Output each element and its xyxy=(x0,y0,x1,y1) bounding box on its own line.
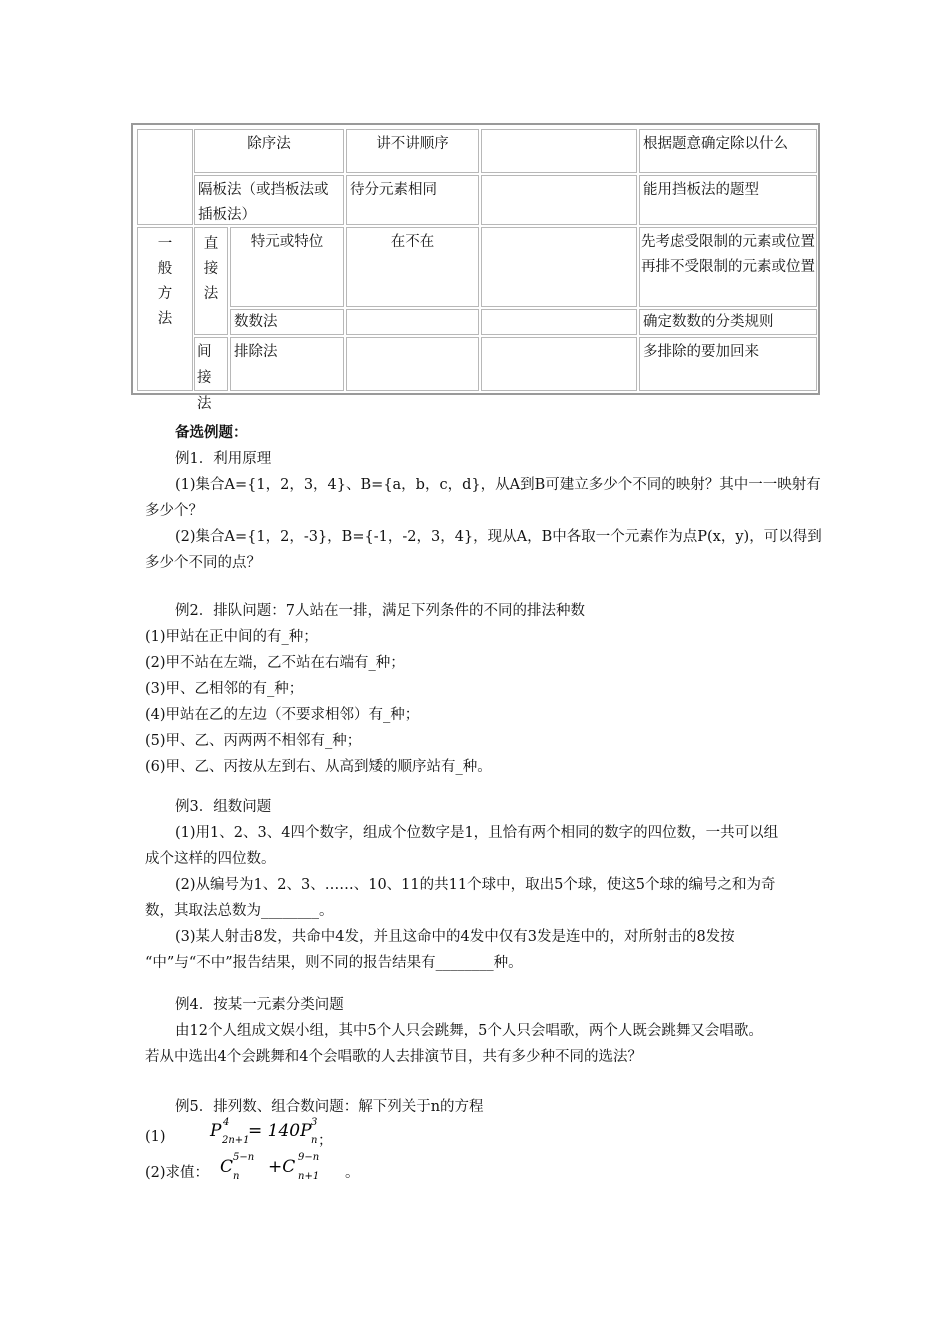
example-2-item: (5)甲、乙、丙两两不相邻有_种； xyxy=(145,733,362,749)
cell-empty xyxy=(346,309,479,335)
example-2-item: (3)甲、乙相邻的有_种； xyxy=(145,681,304,697)
example-1-title: 例1．利用原理 xyxy=(175,451,272,467)
example-3-q1: (1)用1、2、3、4四个数字，组成个位数字是1，且恰有两个相同的数字的四位数，一共可以组 xyxy=(175,825,779,841)
section-title: 备选例题： xyxy=(175,424,248,441)
example-4-title: 例4．按某一元素分类问题 xyxy=(175,997,344,1013)
cell-empty xyxy=(346,337,479,391)
indirect-method-label: 间接法 xyxy=(194,337,228,391)
cell-note-shushu: 确定数数的分类规则 xyxy=(639,309,817,335)
cell-empty xyxy=(481,175,637,225)
cell-empty xyxy=(481,129,637,173)
cell-note-chuxu: 根据题意确定除以什么 xyxy=(639,129,817,173)
example-5-item2-label: (2)求值： xyxy=(145,1165,210,1181)
cell-method-teyuan: 特元或特位 xyxy=(230,227,344,307)
example-1-q2-cont: 多少个不同的点？ xyxy=(145,555,261,571)
example-3-q2: (2)从编号为1、2、3、……、10、11的共11个球中，取出5个球，使这5个球的编号之和为奇 xyxy=(175,877,776,893)
svg-text:5−n: 5−n xyxy=(233,1152,255,1163)
cell-empty xyxy=(481,337,637,391)
example-2-item: (1)甲站在正中间的有_种； xyxy=(145,629,318,645)
svg-text:+C: +C xyxy=(268,1157,296,1177)
example-3-title: 例3．组数问题 xyxy=(175,799,272,815)
cell-method-chuxu: 除序法 xyxy=(194,129,344,173)
example-4-text-cont: 若从中选出4个会跳舞和4个会唱歌的人去排演节目，共有多少种不同的选法？ xyxy=(145,1049,642,1065)
methods-table xyxy=(131,123,820,412)
cell-method-shushu: 数数法 xyxy=(230,309,344,335)
example-5-item1-end: ； xyxy=(318,1133,333,1149)
cell-order-geban: 待分元素相同 xyxy=(346,175,479,225)
example-2-item: (4)甲站在乙的左边（不要求相邻）有_种； xyxy=(145,707,420,723)
example-2-item: (2)甲不站在左端，乙不站在右端有_种； xyxy=(145,655,405,671)
combination-expression xyxy=(218,1148,340,1184)
example-2-title: 例2．排队问题：7人站在一排，满足下列条件的不同的排法种数 xyxy=(175,603,585,619)
permutation-equation xyxy=(208,1112,328,1148)
example-3-q2-cont: 数，其取法总数为________。 xyxy=(145,903,334,919)
svg-text:n: n xyxy=(311,1135,318,1146)
svg-text:9−n: 9−n xyxy=(298,1152,320,1163)
direct-method-label: 直 接 法 xyxy=(194,227,228,335)
example-1-q1-cont: 多少个？ xyxy=(145,503,203,519)
svg-text:n+1: n+1 xyxy=(298,1171,320,1182)
table-empty-cell xyxy=(137,129,193,225)
cell-note-geban: 能用挡板法的题型 xyxy=(639,175,817,225)
example-4-text: 由12个人组成文娱小组，其中5个人只会跳舞，5个人只会唱歌，两个人既会跳舞又会唱歌。 xyxy=(175,1023,763,1039)
cell-method-geban: 隔板法（或挡板法或插板法） xyxy=(194,175,344,225)
svg-text:4: 4 xyxy=(223,1117,230,1128)
general-method-label: 一 般 方 法 xyxy=(137,227,193,391)
example-5-item1-label: (1) xyxy=(145,1129,166,1145)
example-1-q2: (2)集合A={1，2，-3}，B={-1，-2，3，4}，现从A，B中各取一个元素作为点P(x，y)，可以得到 xyxy=(175,529,822,545)
cell-order-teyuan: 在不在 xyxy=(346,227,479,307)
svg-text:3: 3 xyxy=(311,1117,318,1128)
example-5-item2-end: 。 xyxy=(345,1165,360,1181)
svg-text:C: C xyxy=(220,1157,234,1177)
svg-text:n: n xyxy=(233,1171,240,1182)
combination-formula-graphic xyxy=(218,1148,340,1184)
example-3-q3-cont: “中”与“不中”报告结果，则不同的报告结果有________种。 xyxy=(145,955,523,971)
example-3-q3: (3)某人射击8发，共命中4发，并且这命中的4发中仅有3发是连中的，对所射击的8发按 xyxy=(175,929,735,945)
example-2-item: (6)甲、乙、丙按从左到右、从高到矮的顺序站有_种。 xyxy=(145,759,492,775)
cell-note-teyuan: 先考虑受限制的元素或位置再排不受限制的元素或位置 xyxy=(639,227,817,307)
permutation-formula-graphic xyxy=(208,1112,328,1148)
cell-order-chuxu: 讲不讲顺序 xyxy=(346,129,479,173)
example-3-q1-cont: 成个这样的四位数。 xyxy=(145,851,276,867)
cell-empty xyxy=(481,227,637,307)
svg-text:P: P xyxy=(210,1121,222,1141)
svg-text:= 140P: = 140P xyxy=(248,1121,312,1141)
cell-note-paichu: 多排除的要加回来 xyxy=(639,337,817,391)
svg-text:2n+1: 2n+1 xyxy=(222,1135,250,1146)
example-1-q1: (1)集合A={1，2，3，4}、B={a，b，c，d}，从A到B可建立多少个不同的映射？其中一一映射有 xyxy=(175,477,821,493)
cell-method-paichu: 排除法 xyxy=(230,337,344,391)
example-5-title: 例5．排列数、组合数问题：解下列关于n的方程 xyxy=(175,1099,484,1115)
cell-empty xyxy=(481,309,637,335)
